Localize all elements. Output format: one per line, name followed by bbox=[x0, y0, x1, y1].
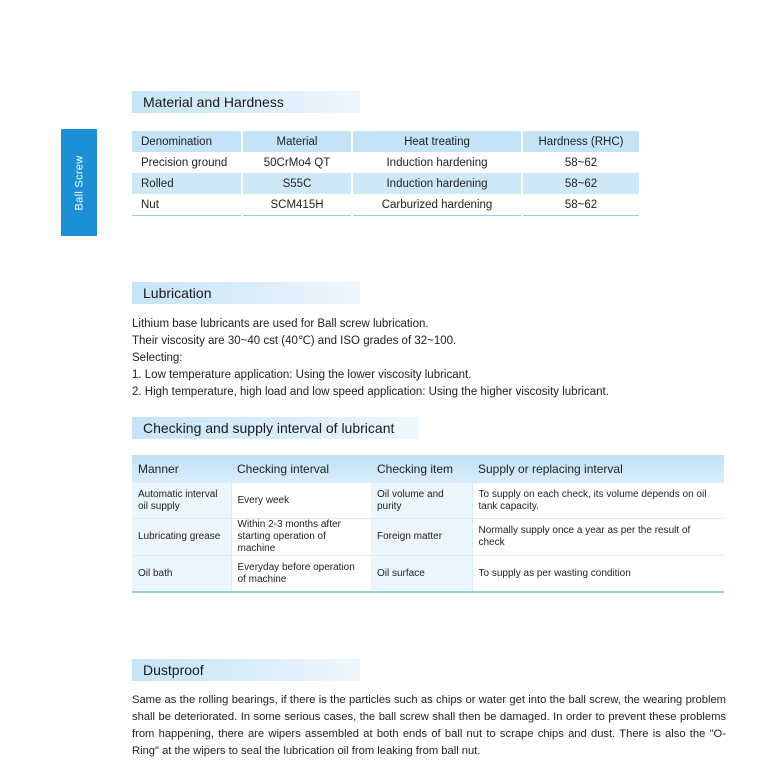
cell-supply-interval: To supply as per wasting condition bbox=[472, 556, 724, 593]
dustproof-title: Dustproof bbox=[132, 659, 360, 681]
cell-material: S55C bbox=[242, 173, 352, 194]
table-header-row bbox=[132, 455, 724, 483]
header-hardness: Hardness (RHC) bbox=[522, 131, 639, 152]
cell-material: 50CrMo4 QT bbox=[242, 152, 352, 173]
lubrication-line: 1. Low temperature application: Using the lower viscosity lubricant. bbox=[132, 369, 472, 381]
table-row bbox=[132, 519, 724, 556]
material-hardness-table bbox=[132, 131, 639, 216]
ball-screw-side-tab bbox=[61, 129, 97, 236]
table-row bbox=[132, 556, 724, 593]
cell-checking-interval: Everyday before operation of machine bbox=[231, 556, 371, 593]
material-hardness-title: Material and Hardness bbox=[132, 91, 360, 113]
lubrication-line: Their viscosity are 30~40 cst (40℃) and ISO grades of 32~100. bbox=[132, 335, 457, 347]
cell-denomination: Precision ground bbox=[132, 152, 242, 173]
cell-material: SCM415H bbox=[242, 194, 352, 216]
cell-denomination: Nut bbox=[132, 194, 242, 216]
header-denomination: Denomination bbox=[132, 131, 242, 152]
table-row bbox=[132, 194, 639, 216]
lubrication-line: 2. High temperature, high load and low speed application: Using the higher viscosity lubricant. bbox=[132, 386, 609, 398]
cell-manner: Lubricating grease bbox=[132, 519, 231, 556]
header-checking-interval: Checking interval bbox=[231, 455, 371, 483]
cell-hardness: 58~62 bbox=[522, 194, 639, 216]
checking-supply-table bbox=[132, 455, 724, 593]
cell-heat-treating: Induction hardening bbox=[352, 152, 522, 173]
cell-manner: Oil bath bbox=[132, 556, 231, 593]
header-supply-interval: Supply or replacing interval bbox=[472, 455, 724, 483]
cell-checking-interval: Every week bbox=[231, 483, 371, 519]
cell-checking-item: Oil surface bbox=[371, 556, 472, 593]
cell-heat-treating: Induction hardening bbox=[352, 173, 522, 194]
table-row bbox=[132, 483, 724, 519]
cell-denomination: Rolled bbox=[132, 173, 242, 194]
lubrication-line: Lithium base lubricants are used for Ball screw lubrication. bbox=[132, 318, 429, 330]
lubrication-line: Selecting: bbox=[132, 352, 183, 364]
lubrication-text bbox=[132, 316, 609, 401]
cell-supply-interval: Normally supply once a year as per the result of check bbox=[472, 519, 724, 556]
dustproof-text: Same as the rolling bearings, if there is the particles such as chips or water get into the ball screw, the wearing problem shall be deteriorated. In some serious cases, the ball screw shall then be damaged. In order to prevent these problems from happening, there are wipers assembled at both ends of ball nut to scrape chips and dust. There is also the "O-Ring" at the wipers to seal the lubrication oil from leaking from ball nut. bbox=[132, 694, 726, 757]
cell-hardness: 58~62 bbox=[522, 152, 639, 173]
cell-manner: Automatic interval oil supply bbox=[132, 483, 231, 519]
cell-checking-interval: Within 2-3 months after starting operation of machine bbox=[231, 519, 371, 556]
header-manner: Manner bbox=[132, 455, 231, 483]
table-row bbox=[132, 173, 639, 194]
side-tab-label: Ball Screw bbox=[73, 155, 85, 210]
table-header-row bbox=[132, 131, 639, 152]
cell-hardness: 58~62 bbox=[522, 173, 639, 194]
lubrication-title: Lubrication bbox=[132, 282, 360, 304]
table-row bbox=[132, 152, 639, 173]
cell-heat-treating: Carburized hardening bbox=[352, 194, 522, 216]
cell-checking-item: Foreign matter bbox=[371, 519, 472, 556]
header-heat-treating: Heat treating bbox=[352, 131, 522, 152]
cell-checking-item: Oil volume and purity bbox=[371, 483, 472, 519]
header-material: Material bbox=[242, 131, 352, 152]
checking-supply-title: Checking and supply interval of lubricant bbox=[132, 417, 419, 439]
header-checking-item: Checking item bbox=[371, 455, 472, 483]
cell-supply-interval: To supply on each check, its volume depends on oil tank capacity. bbox=[472, 483, 724, 519]
